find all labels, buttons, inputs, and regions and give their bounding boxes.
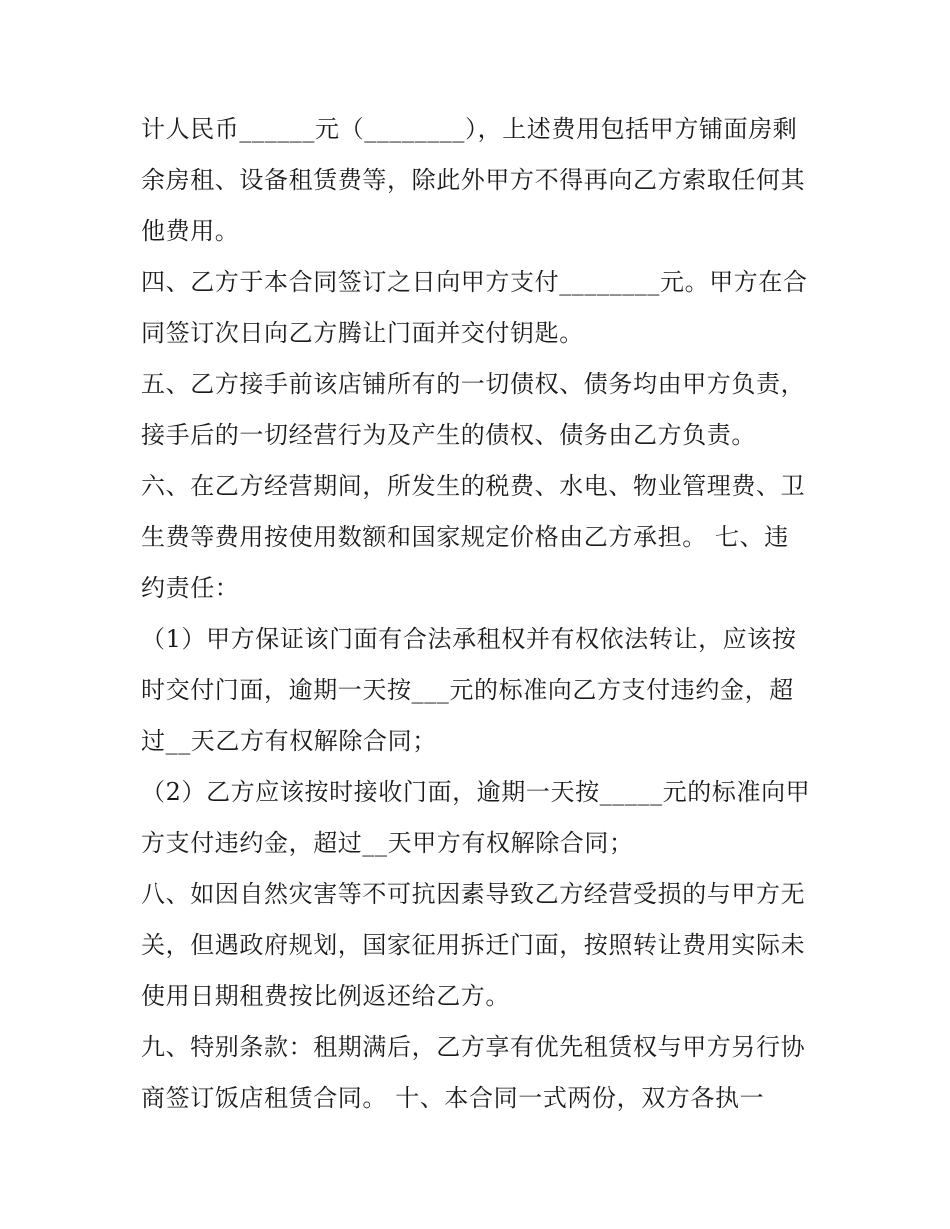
text-line: 时交付门面，逾期一天按___元的标准向乙方支付违约金，超 bbox=[141, 676, 794, 704]
text-line: 九、特别条款：租期满后，乙方享有优先租赁权与甲方另行协 bbox=[141, 1033, 806, 1061]
text-line: 接手后的一切经营行为及产生的债权、债务由乙方负责。 bbox=[141, 421, 756, 449]
text-line: 生费等费用按使用数额和国家规定价格由乙方承担。 七、违 bbox=[141, 523, 789, 551]
text-line: 同签订次日向乙方腾让门面并交付钥匙。 bbox=[141, 319, 584, 347]
text-line: （2）乙方应该按时接收门面，逾期一天按_____元的标准向甲 bbox=[141, 778, 811, 806]
text-line: 余房租、设备租赁费等，除此外甲方不得再向乙方索取任何其 bbox=[141, 166, 806, 194]
text-line: 他费用。 bbox=[141, 217, 240, 245]
text-line: 八、如因自然灾害等不可抗因素导致乙方经营受损的与甲方无 bbox=[141, 880, 806, 908]
text-line: 过__天乙方有权解除合同； bbox=[141, 727, 437, 755]
text-line: （1）甲方保证该门面有合法承租权并有权依法转让，应该按 bbox=[141, 625, 797, 653]
text-line: 商签订饭店租赁合同。 十、本合同一式两份，双方各执一 bbox=[141, 1084, 765, 1112]
text-line: 使用日期租费按比例返还给乙方。 bbox=[141, 982, 510, 1010]
text-line: 五、乙方接手前该店铺所有的一切债权、债务均由甲方负责， bbox=[141, 370, 806, 398]
text-line: 约责任： bbox=[141, 574, 240, 602]
text-line: 关，但遇政府规划，国家征用拆迁门面，按照转让费用实际未 bbox=[141, 931, 806, 959]
text-line: 四、乙方于本合同签订之日向甲方支付________元。甲方在合 bbox=[141, 268, 808, 296]
text-line: 六、在乙方经营期间，所发生的税费、水电、物业管理费、卫 bbox=[141, 472, 806, 500]
text-line: 方支付违约金，超过__天甲方有权解除合同； bbox=[141, 829, 634, 857]
text-line: 计人民币______元（________），上述费用包括甲方铺面房剩 bbox=[141, 115, 798, 143]
